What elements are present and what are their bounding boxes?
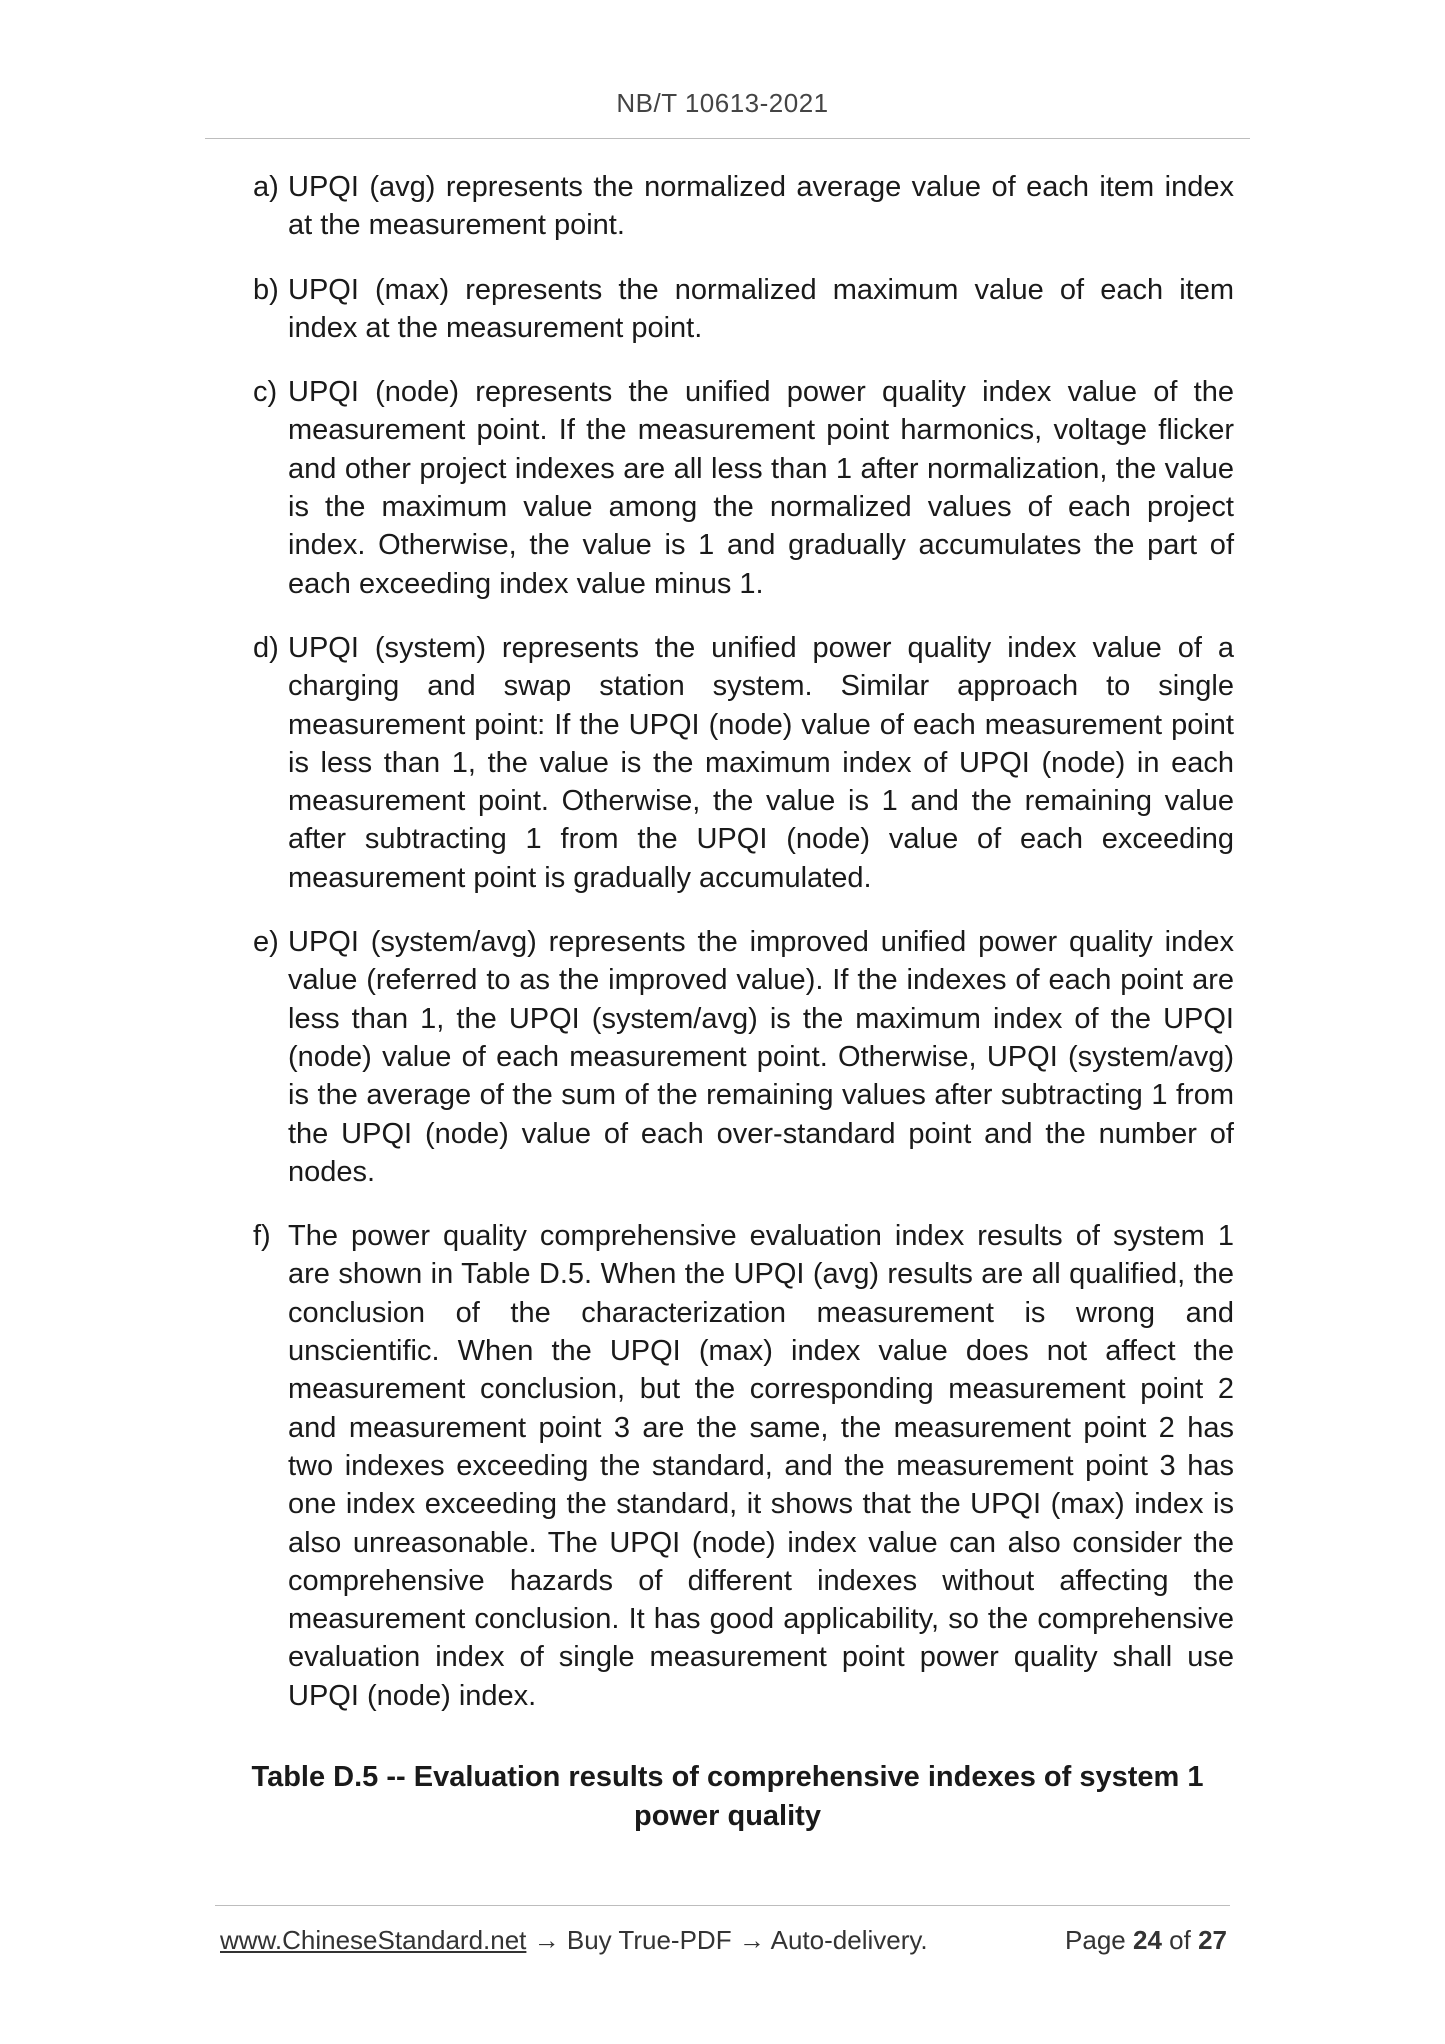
arrow-right-icon: → — [533, 1925, 560, 1955]
buy-text: Buy True-PDF — [566, 1925, 732, 1955]
site-link[interactable]: www.ChineseStandard.net — [220, 1925, 527, 1955]
header-divider — [205, 138, 1250, 139]
table-title-line-2: power quality — [634, 1799, 821, 1832]
footer-divider — [215, 1905, 1230, 1906]
page-label: Page — [1065, 1925, 1126, 1955]
list-item-c — [253, 373, 1234, 603]
list-item-label: b) — [253, 273, 279, 306]
list-item-text: The power quality comprehensive evaluation index results of system 1 are shown in Table D.5. When the UPQI (avg) results are all qualified, the conclusion of the characterization measurement is wrong and unscientific. When the UPQI (max) index value does not affect the measurement conclusion, but the corresponding measurement point 2 and measurement point 3 are the same, the measurement point 2 has two indexes exceeding the standard, and the measurement point 3 has one index exceeding the standard, it shows that the UPQI (max) index is also unreasonable. The UPQI (node) index value can also consider the comprehensive hazards of different indexes without affecting the measurement conclusion. It has good applicability, so the comprehensive evaluation index of single measurement point power quality shall use UPQI (node) index. — [288, 1220, 1234, 1712]
list-item-label: a) — [253, 171, 279, 203]
list-item-a — [253, 168, 1234, 245]
list-item-b — [253, 271, 1234, 348]
list-item-d — [253, 629, 1234, 897]
list-item-f — [253, 1217, 1234, 1715]
delivery-text: Auto-delivery. — [770, 1925, 928, 1955]
table-title-line-1: Table D.5 -- Evaluation results of comprehensive indexes of system 1 — [251, 1761, 1204, 1793]
list-item-label: e) — [253, 926, 279, 959]
document-body — [253, 168, 1234, 1741]
document-header: NB/T 10613-2021 — [616, 88, 829, 118]
page-number — [1065, 1925, 1227, 1956]
list-item-text: UPQI (avg) represents the normalized average value of each item index at the measurement point. — [288, 171, 1234, 242]
list-item-text: UPQI (system/avg) represents the improved unified power quality index value (referred to as the improved value). If the indexes of each point are less than 1, the UPQI (system/avg) is the maximum index of the UPQI (node) value of each measurement point. Otherwise, UPQI (system/avg) is the average of the sum of the remaining values after subtracting 1 from the UPQI (node) value of each over-standard point and the number of nodes. — [288, 926, 1234, 1188]
page-footer — [220, 1925, 1230, 1956]
arrow-right-icon: → — [738, 1925, 765, 1955]
page-total: 27 — [1198, 1925, 1227, 1955]
list-item-label: c) — [253, 376, 278, 409]
list-item-text: UPQI (node) represents the unified power quality index value of the measurement point. If the measurement point harmonics, voltage flicker and other project indexes are all less than 1 after normalization, the value is the maximum value among the normalized values of each project index. Otherwise, the value is 1 and gradually accumulates the part of each exceeding index value minus 1. — [288, 376, 1234, 600]
list-item-text: UPQI (max) represents the normalized maximum value of each item index at the measurement point. — [288, 273, 1234, 344]
list-item-label: f) — [253, 1220, 271, 1253]
of-label: of — [1169, 1925, 1191, 1955]
page-current: 24 — [1133, 1925, 1162, 1955]
list-item-label: d) — [253, 631, 279, 664]
list-item-text: UPQI (system) represents the unified power quality index value of a charging and swap station system. Similar approach to single measurement point: If the UPQI (node) value of each measurement point is less than 1, the value is the maximum index of UPQI (node) in each measurement point. Otherwise, the value is 1 and the remaining value after subtracting 1 from the UPQI (node) value of each exceeding measurement point is gradually accumulated. — [288, 631, 1234, 894]
list-item-e — [253, 923, 1234, 1191]
table-title — [205, 1758, 1250, 1835]
